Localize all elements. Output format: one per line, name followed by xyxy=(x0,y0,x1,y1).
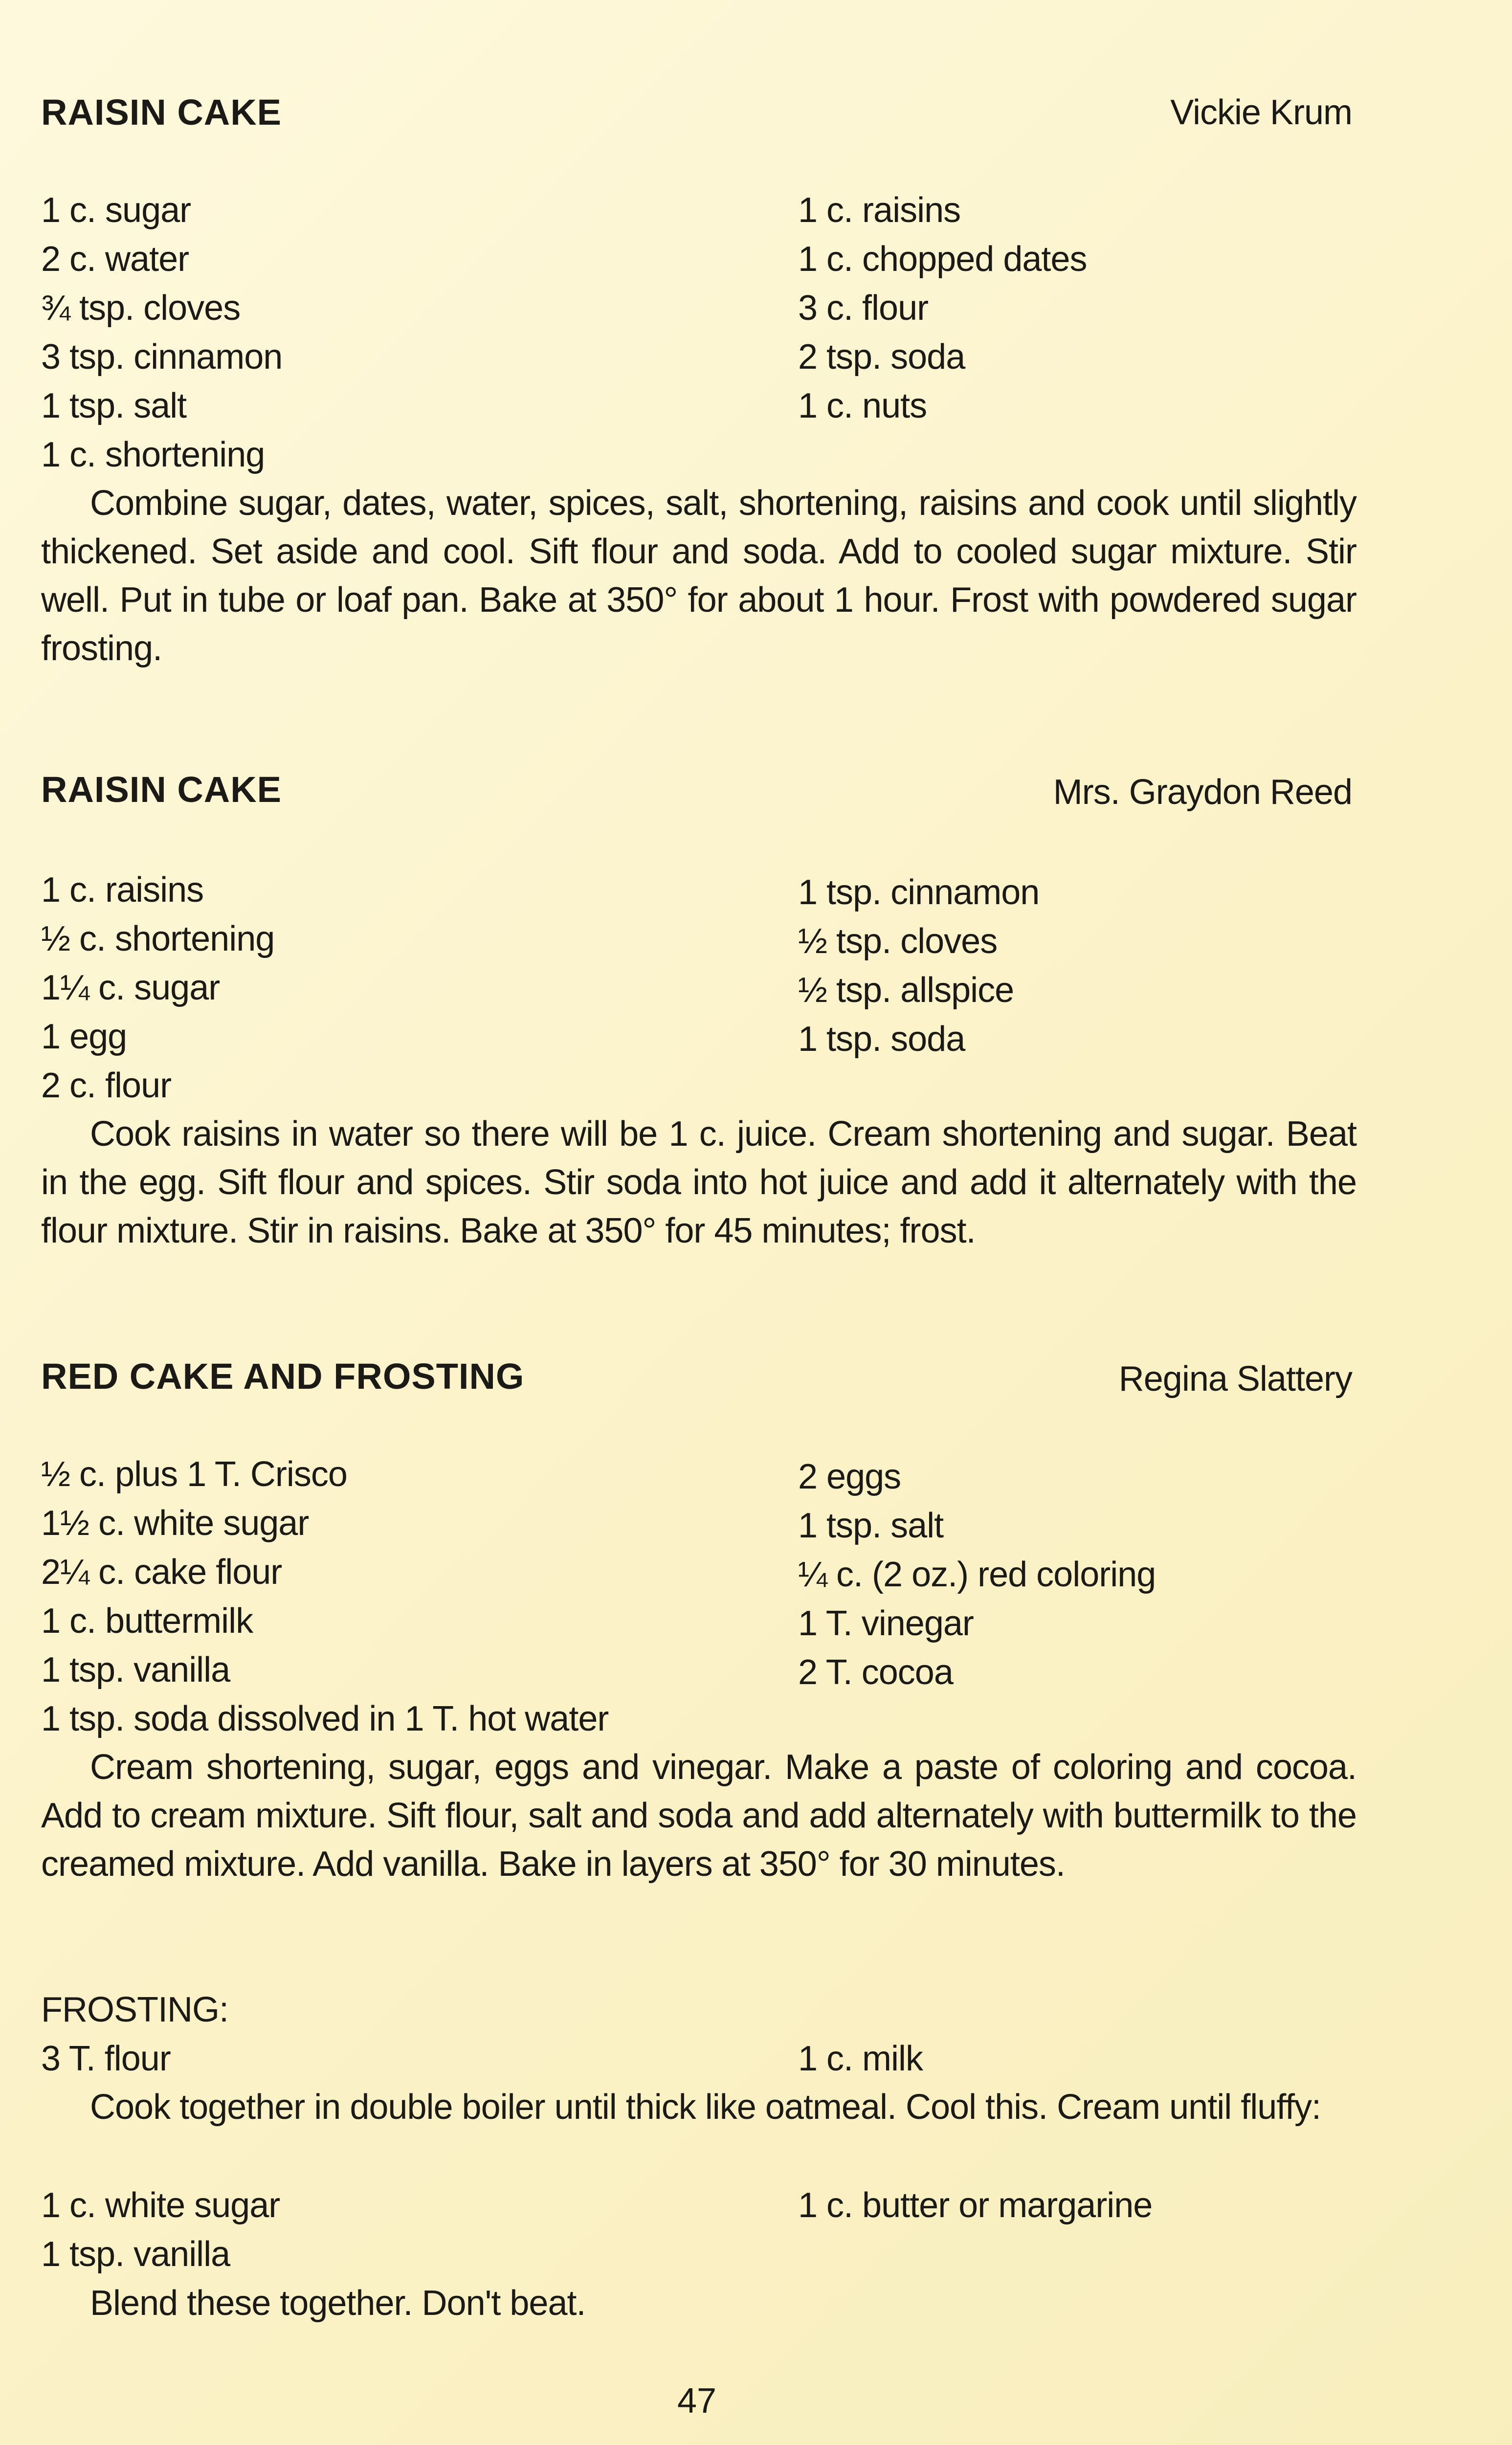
frosting-ingredient-left: 1 tsp. vanilla xyxy=(41,2235,230,2274)
recipe-1-ingredient-left: 1 c. sugar xyxy=(41,191,191,230)
recipe-3-ingredient-left: 1 c. buttermilk xyxy=(41,1601,253,1641)
recipe-2-ingredient-left: 1 egg xyxy=(41,1017,127,1056)
recipe-3-ingredient-right: 1 tsp. salt xyxy=(798,1506,944,1545)
recipe-2-ingredient-right: ½ tsp. cloves xyxy=(798,922,998,961)
recipe-1-ingredient-right: 3 c. flour xyxy=(798,289,929,328)
frosting-directions-2: Blend these together. Don't beat. xyxy=(90,2284,586,2323)
recipe-1-ingredient-right: 2 tsp. soda xyxy=(798,337,965,377)
recipe-1-author: Vickie Krum xyxy=(1170,93,1352,132)
page-number: 47 xyxy=(677,2381,717,2421)
recipe-1-ingredient-right: 1 c. chopped dates xyxy=(798,240,1087,279)
recipe-2-author: Mrs. Graydon Reed xyxy=(1053,773,1352,812)
recipe-2-directions: Cook raisins in water so there will be 1 c. juice. Cream shortening and sugar. Beat in the egg. Sift flour and spices. Stir soda into hot juice and add it alternately with the flour mixture. Stir in raisins. Bake at 350° for 45 minutes; frost. xyxy=(41,1114,1356,1250)
frosting-ingredient-right: 1 c. butter or margarine xyxy=(798,2186,1153,2225)
frosting-heading: FROSTING: xyxy=(41,1990,228,2029)
recipe-3-title: RED CAKE AND FROSTING xyxy=(41,1356,525,1397)
recipe-2-ingredient-right: 1 tsp. soda xyxy=(798,1020,965,1059)
recipe-2-ingredient-left: 2 c. flour xyxy=(41,1066,172,1105)
frosting-ingredient-right: 1 c. milk xyxy=(798,2039,923,2078)
recipe-3-ingredient-right: 2 T. cocoa xyxy=(798,1653,953,1692)
recipe-2-ingredient-left: ½ c. shortening xyxy=(41,919,275,958)
recipe-1-ingredient-left: 2 c. water xyxy=(41,240,189,279)
recipe-1-ingredient-left: 3 tsp. cinnamon xyxy=(41,337,283,377)
recipe-3-directions: Cream shortening, sugar, eggs and vinegar. Make a paste of coloring and cocoa. Add to cream mixture. Sift flour, salt and soda and add alternately with buttermilk to the creamed mixture. Add vanilla. Bake in layers at 350° for 30 minutes. xyxy=(41,1748,1356,1884)
recipe-3-ingredient-left: 1½ c. white sugar xyxy=(41,1504,309,1543)
frosting-directions-1: Cook together in double boiler until thick like oatmeal. Cool this. Cream until fluffy: xyxy=(90,2088,1321,2127)
recipe-2-title: RAISIN CAKE xyxy=(41,769,282,810)
recipe-1-ingredient-left: ¾ tsp. cloves xyxy=(41,289,241,328)
recipe-3-ingredient-left: ½ c. plus 1 T. Crisco xyxy=(41,1455,347,1494)
recipe-2-ingredient-right: ½ tsp. allspice xyxy=(798,971,1014,1010)
recipe-3-ingredient-right: 1 T. vinegar xyxy=(798,1604,974,1643)
recipe-3-ingredient-left: 1 tsp. soda dissolved in 1 T. hot water xyxy=(41,1699,609,1738)
frosting-ingredient-left: 3 T. flour xyxy=(41,2039,171,2078)
recipe-3-ingredient-left: 1 tsp. vanilla xyxy=(41,1650,230,1689)
recipe-3-ingredient-right: 2 eggs xyxy=(798,1457,901,1496)
recipe-2-ingredient-left: 1 c. raisins xyxy=(41,870,204,910)
frosting-ingredient-left: 1 c. white sugar xyxy=(41,2186,280,2225)
recipe-1-directions: Combine sugar, dates, water, spices, salt, shortening, raisins and cook until slightly thickened. Set aside and cool. Sift flour and soda. Add to cooled sugar mixture. Stir well. Put in tube or loaf pan. Bake at 350° for about 1 hour. Frost with powdered sugar frosting. xyxy=(41,484,1356,668)
recipe-1-ingredient-right: 1 c. nuts xyxy=(798,386,927,425)
recipe-3-author: Regina Slattery xyxy=(1118,1359,1352,1399)
recipe-2-ingredient-right: 1 tsp. cinnamon xyxy=(798,873,1040,912)
recipe-3-ingredient-right: ¼ c. (2 oz.) red coloring xyxy=(798,1555,1156,1594)
recipe-2-ingredient-left: 1¼ c. sugar xyxy=(41,968,220,1007)
recipe-1-ingredient-left: 1 c. shortening xyxy=(41,435,265,474)
recipe-1-title: RAISIN CAKE xyxy=(41,92,282,133)
recipe-3-ingredient-left: 2¼ c. cake flour xyxy=(41,1553,282,1592)
recipe-1-ingredient-right: 1 c. raisins xyxy=(798,191,961,230)
recipe-1-ingredient-left: 1 tsp. salt xyxy=(41,386,187,425)
